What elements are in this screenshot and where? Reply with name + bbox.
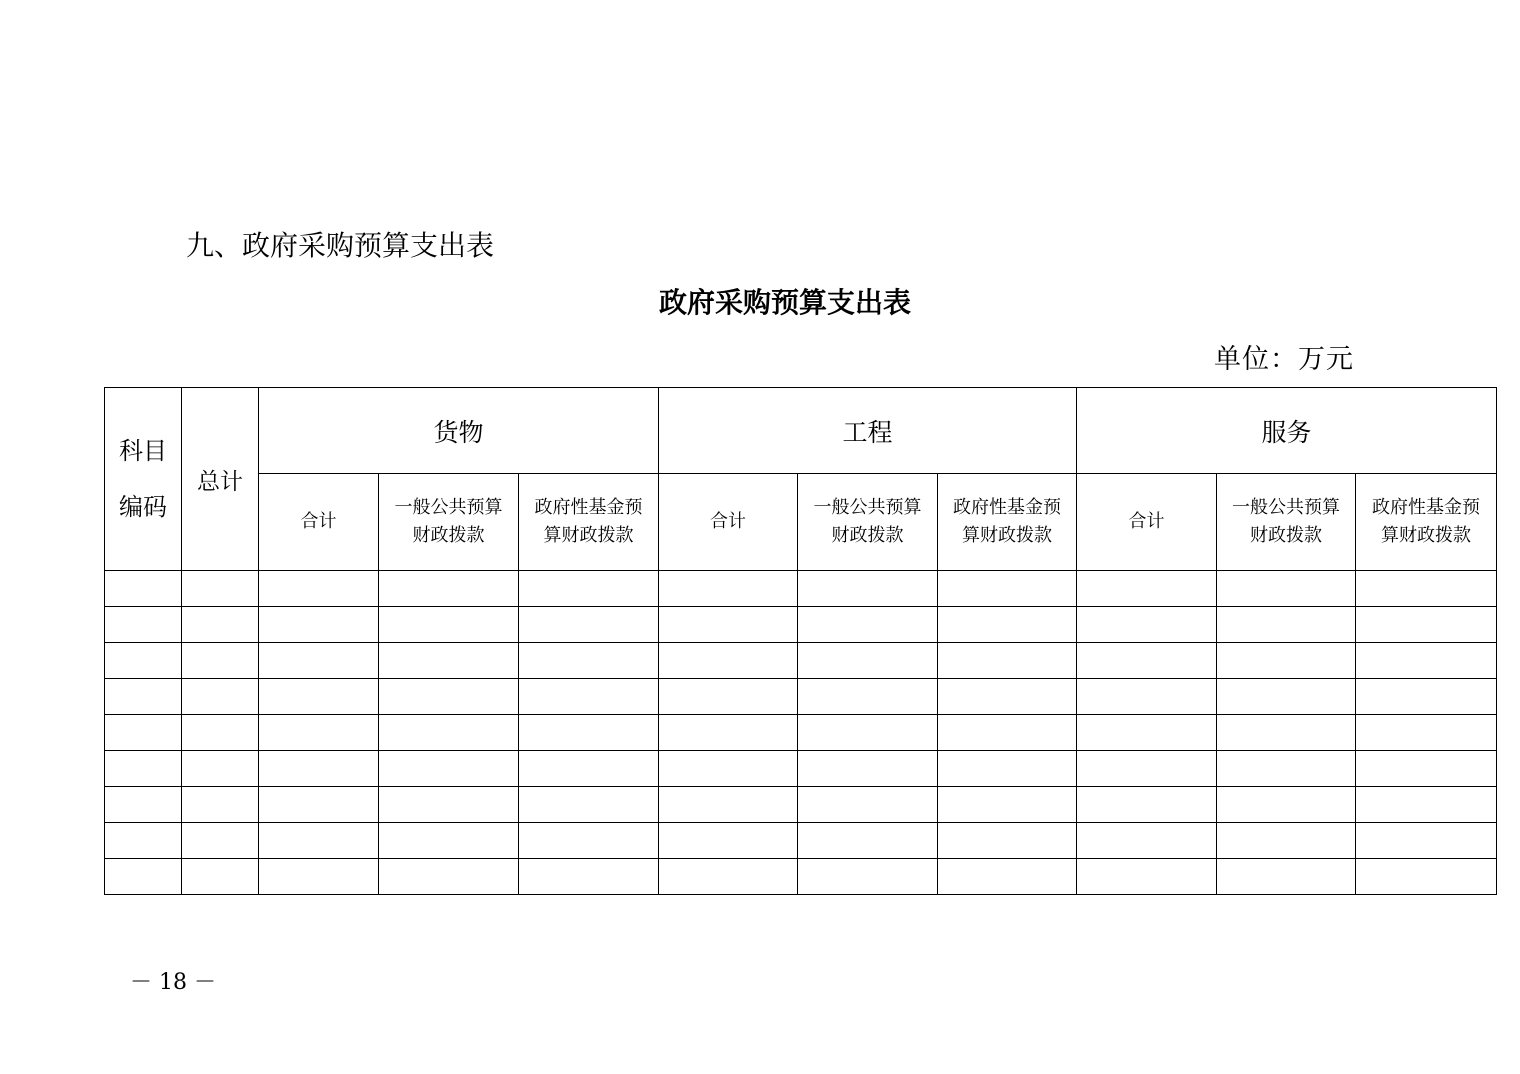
engineering-total-header: 合计 [659, 474, 798, 571]
table-cell [1217, 823, 1356, 859]
table-cell [1077, 715, 1217, 751]
table-cell [798, 571, 938, 607]
subheader-line: 政府性基金预 [534, 497, 643, 518]
services-header: 服务 [1077, 388, 1497, 474]
table-cell [259, 823, 379, 859]
table-cell [1217, 715, 1356, 751]
subject-code-header-line1: 科目 [119, 437, 167, 465]
table-cell [259, 607, 379, 643]
table-cell [379, 823, 519, 859]
subheader-line: 政府性基金预 [1372, 497, 1481, 518]
table-cell [1077, 571, 1217, 607]
table-cell [379, 643, 519, 679]
table-row [105, 643, 1497, 679]
table-cell [659, 859, 798, 895]
table-cell [1356, 571, 1497, 607]
page-number: － 18 － [130, 970, 216, 995]
subheader-line: 算财政拨款 [1381, 525, 1472, 546]
table-cell [379, 715, 519, 751]
table-body [105, 571, 1497, 895]
table-cell [259, 787, 379, 823]
table-cell [659, 643, 798, 679]
table-cell [259, 571, 379, 607]
table-cell [1217, 679, 1356, 715]
table-cell [659, 715, 798, 751]
table-cell [519, 751, 659, 787]
table-cell [259, 751, 379, 787]
table-cell [938, 607, 1077, 643]
table-cell [105, 787, 182, 823]
table-cell [1217, 607, 1356, 643]
page-title: 政府采购预算支出表 [658, 286, 911, 319]
table-cell [182, 571, 259, 607]
table-cell [798, 751, 938, 787]
engineering-fund-budget-header [938, 474, 1077, 571]
table-cell [105, 607, 182, 643]
table-cell [798, 715, 938, 751]
table-cell [1217, 751, 1356, 787]
table-cell [1077, 751, 1217, 787]
table-cell [938, 643, 1077, 679]
table-cell [105, 643, 182, 679]
procurement-budget-table [104, 387, 1497, 895]
table-cell [1077, 823, 1217, 859]
table-cell [105, 679, 182, 715]
table-cell [938, 787, 1077, 823]
table-cell [1077, 643, 1217, 679]
subheader-line: 财政拨款 [412, 525, 485, 546]
subheader-line: 一般公共预算 [813, 497, 922, 518]
table-cell [182, 751, 259, 787]
grand-total-header: 总计 [182, 388, 259, 571]
table-cell [659, 607, 798, 643]
table-cell [798, 679, 938, 715]
table-cell [182, 787, 259, 823]
subheader-line: 算财政拨款 [962, 525, 1053, 546]
table-cell [1217, 787, 1356, 823]
table-cell [1077, 859, 1217, 895]
table-cell [798, 823, 938, 859]
table-cell [659, 571, 798, 607]
goods-general-budget-header [379, 474, 519, 571]
table-cell [182, 859, 259, 895]
table-cell [379, 679, 519, 715]
table-row [105, 571, 1497, 607]
table-cell [519, 679, 659, 715]
table-cell [1077, 607, 1217, 643]
table-cell [519, 859, 659, 895]
table-cell [182, 607, 259, 643]
table-cell [938, 571, 1077, 607]
table-cell [379, 607, 519, 643]
table-cell [182, 823, 259, 859]
table-cell [105, 571, 182, 607]
goods-total-header: 合计 [259, 474, 379, 571]
table-cell [259, 859, 379, 895]
table-cell [259, 715, 379, 751]
table-cell [105, 823, 182, 859]
engineering-general-budget-header [798, 474, 938, 571]
services-fund-budget-header [1356, 474, 1497, 571]
goods-fund-budget-header [519, 474, 659, 571]
subheader-line: 一般公共预算 [394, 497, 503, 518]
services-total-header: 合计 [1077, 474, 1217, 571]
table-row [105, 859, 1497, 895]
table-cell [1356, 679, 1497, 715]
table-cell [1356, 859, 1497, 895]
table-cell [1217, 643, 1356, 679]
table-cell [379, 571, 519, 607]
table-cell [519, 823, 659, 859]
table-cell [798, 643, 938, 679]
unit-label: 单位：万元 [1214, 344, 1354, 375]
table-cell [938, 679, 1077, 715]
subject-code-header [105, 388, 182, 571]
table-row [105, 787, 1497, 823]
table-cell [798, 607, 938, 643]
subheader-line: 算财政拨款 [543, 525, 634, 546]
table-row [105, 679, 1497, 715]
table-cell [1356, 643, 1497, 679]
table-cell [1356, 751, 1497, 787]
subheader-line: 财政拨款 [1250, 525, 1323, 546]
table-row [105, 823, 1497, 859]
table-cell [259, 643, 379, 679]
subject-code-header-line2: 编码 [119, 493, 167, 521]
table-cell [519, 715, 659, 751]
table-cell [938, 715, 1077, 751]
table-row [105, 751, 1497, 787]
table-cell [1356, 607, 1497, 643]
table-cell [659, 679, 798, 715]
table-cell [659, 751, 798, 787]
table-cell [105, 715, 182, 751]
table-cell [105, 859, 182, 895]
table-cell [519, 571, 659, 607]
table-cell [1356, 823, 1497, 859]
table-row [105, 607, 1497, 643]
table-cell [182, 679, 259, 715]
table-cell [182, 715, 259, 751]
table-cell [1217, 571, 1356, 607]
subheader-line: 政府性基金预 [953, 497, 1062, 518]
section-heading: 九、政府采购预算支出表 [186, 229, 495, 262]
engineering-header: 工程 [659, 388, 1077, 474]
table-cell [182, 643, 259, 679]
table-cell [519, 607, 659, 643]
table-cell [259, 679, 379, 715]
table-cell [519, 643, 659, 679]
table-cell [1356, 787, 1497, 823]
table-cell [938, 751, 1077, 787]
table-cell [798, 787, 938, 823]
goods-header: 货物 [259, 388, 659, 474]
table-cell [659, 787, 798, 823]
table-cell [379, 859, 519, 895]
table-cell [798, 859, 938, 895]
table-cell [1077, 787, 1217, 823]
table-cell [659, 823, 798, 859]
table-cell [938, 823, 1077, 859]
subheader-line: 一般公共预算 [1232, 497, 1341, 518]
table-row [105, 715, 1497, 751]
table-cell [519, 787, 659, 823]
subheader-line: 财政拨款 [831, 525, 904, 546]
services-general-budget-header [1217, 474, 1356, 571]
table-cell [1217, 859, 1356, 895]
table-cell [105, 751, 182, 787]
table-cell [1356, 715, 1497, 751]
table-cell [379, 751, 519, 787]
table-cell [1077, 679, 1217, 715]
table-cell [938, 859, 1077, 895]
table-cell [379, 787, 519, 823]
